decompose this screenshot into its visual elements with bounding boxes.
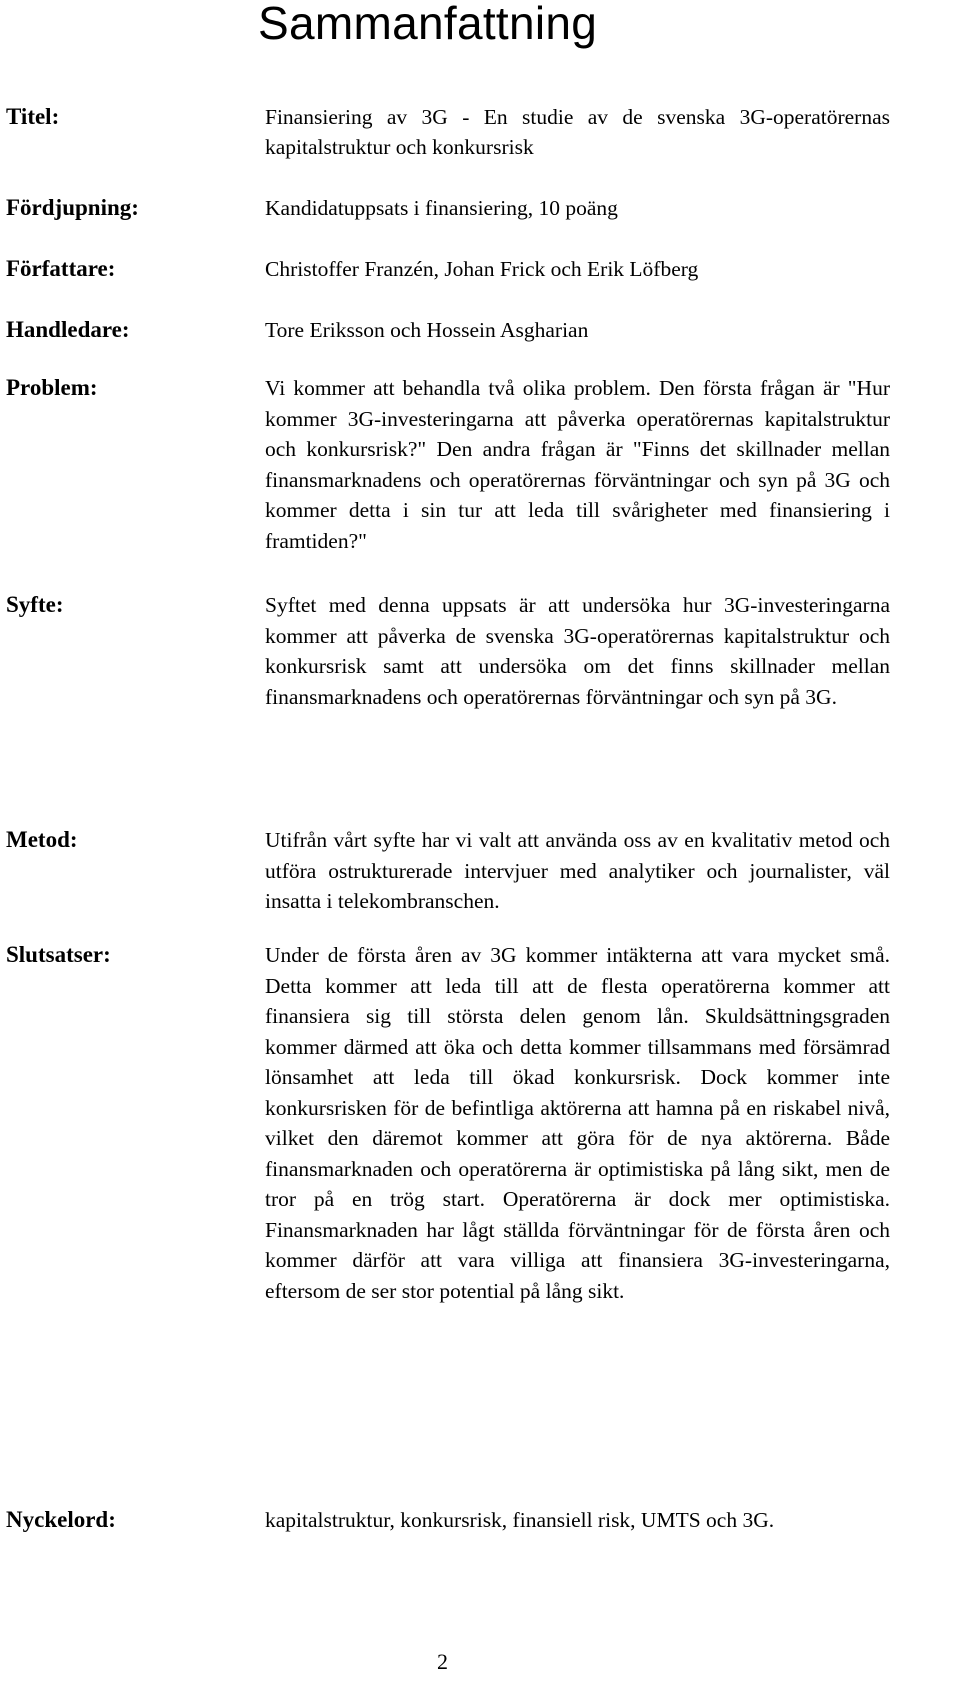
field-value-problem: Vi kommer att behandla två olika problem. Den första frågan är "Hur kommer 3G-investeringarna att påverka operatörernas kapitalstruktur och konkursrisk?" Den andra frågan är "Finns det skillnader mellan finansmarknadens och operatörernas förväntningar och syn på 3G och kommer detta i sin tur att leda till svårigheter med finansiering i framtiden?": [265, 376, 890, 553]
field-label-slutsatser: Slutsatser:: [6, 942, 111, 967]
field-label-problem: Problem:: [6, 375, 98, 400]
field-value-syfte: Syftet med denna uppsats är att undersöka hur 3G-investeringarna kommer att påverka de svenska 3G-operatörernas kapitalstruktur och konkursrisk samt att undersöka om det finns skillnader mellan finansmarknadens och operatörernas förväntningar och syn på 3G.: [265, 593, 890, 709]
field-value-titel: Finansiering av 3G - En studie av de svenska 3G-operatörernas kapitalstruktur och konkursrisk: [265, 105, 890, 159]
field-label-nyckelord: Nyckelord:: [6, 1507, 116, 1532]
page-heading: Sammanfattning: [258, 0, 598, 49]
page-number: 2: [437, 1649, 448, 1674]
field-label-forfattare: Författare:: [6, 256, 116, 281]
field-label-syfte: Syfte:: [6, 592, 64, 617]
field-value-fordjupning: Kandidatuppsats i finansiering, 10 poäng: [265, 196, 618, 220]
field-label-titel: Titel:: [6, 104, 60, 129]
field-value-metod: Utifrån vårt syfte har vi valt att använda oss av en kvalitativ metod och utföra ostrukturerade intervjuer med analytiker och journalister, väl insatta i telekombranschen.: [265, 828, 890, 913]
field-label-fordjupning: Fördjupning:: [6, 195, 139, 220]
field-label-metod: Metod:: [6, 827, 78, 852]
field-value-handledare: Tore Eriksson och Hossein Asgharian: [265, 318, 589, 342]
field-label-handledare: Handledare:: [6, 317, 130, 342]
field-value-forfattare: Christoffer Franzén, Johan Frick och Erik Löfberg: [265, 257, 699, 281]
field-value-slutsatser: Under de första åren av 3G kommer intäkterna att vara mycket små. Detta kommer att leda till att de flesta operatörerna kommer att finansiera sig till största delen genom lån. Skuldsättningsgraden kommer därmed att öka och detta kommer tillsammans med försämrad lönsamhet att leda till ökad konkursrisk. Dock kommer inte konkursrisken för de befintliga aktörerna att hamna på en riskabel nivå, vilket den däremot kommer att göra för de nya aktörerna. Både finansmarknaden och operatörerna är optimistiska på lång sikt, men de tror på en trög start. Operatörerna är dock mer optimistiska. Finansmarknaden har lågt ställda förväntningar för de första åren och kommer därför att vara villiga att finansiera 3G-investeringarna, eftersom de ser stor potential på lång sikt.: [265, 943, 890, 1303]
field-value-nyckelord: kapitalstruktur, konkursrisk, finansiell risk, UMTS och 3G.: [265, 1508, 775, 1532]
